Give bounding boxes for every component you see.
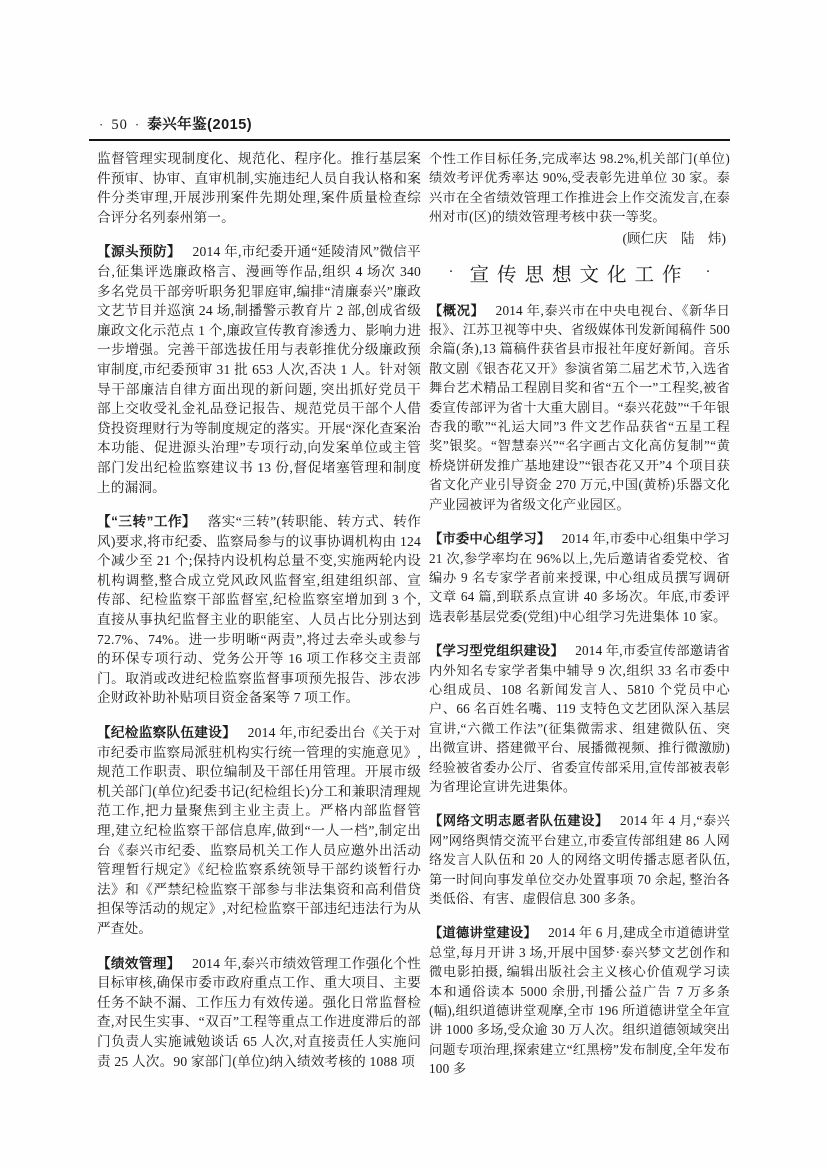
page-header	[99, 113, 252, 134]
section-title-text: 宣传思想文化工作	[469, 264, 690, 286]
section-title	[429, 257, 730, 289]
entry-text: 2014 年,泰兴市绩效管理工作强化个性目标审核,确保市委市政府重点工作、重大项目、主要任务不缺不漏、工作压力有效传递。强化日常监督检查,对民生实事、“双百”工程等重点工作进度滞后的部门负责人实施诫勉谈话 65 人次,对直接责任人实施问责 25 人次。90 家部门(单位)纳入绩效考核的 1088 项	[97, 955, 421, 1069]
entry-heading: 【市委中心组学习】	[429, 531, 551, 547]
right-column	[429, 149, 730, 1094]
entry-text: 2014 年 4 月,“泰兴网”网络舆情交流平台建立,市委宣传部组建 86 人网络发言人队伍和 20 人的网络文明传播志愿者队伍,第一时间向事发单位交办处置事项 70 余起, 整治各类低俗、有害、虚假信息 300 多条。	[429, 813, 730, 906]
entry-text: 2014 年,市纪委出台《关于对市纪委市监察局派驻机构实行统一管理的实施意见》,规范工作职责、职位编制及干部任用管理。开展市级机关部门(单位)纪委书记(纪检组长)分工和兼职清理规范工作,把力量聚焦到主业主责上。严格内部监督管理,建立纪检监察干部信息库,做到“一人一档”,制定出台《泰兴市纪委、监察局机关工作人员应邀外出活动管理暂行规定》《纪检监察系统领导干部约谈暂行办法》和《严禁纪检监察干部参与非法集资和高利借贷担保等活动的规定》,对纪检监察干部违纪违法行为从严查处。	[97, 725, 421, 936]
header-dot-left: ·	[99, 117, 105, 132]
entry-text: 落实“三转”(转职能、转方式、转作风)要求,将市纪委、监察局参与的议事协调机构由 124 个减少至 21 个;保持内设机构总量不变,实施两轮内设机构调整,整合成立党风政风监督室,组建组织部、宣传部、纪检监察干部监督室,纪检监察室增加到 3 个,直接从事执纪监督主业的职能室、人员占比分别达到 72.7%、74%。进一步明晰“两责”,将过去牵头或参与的环保专项行动、党务公开等 16 项工作移交主责部门。取消或改进纪检监察监督事项预先报告、涉农涉企财政补助补贴项目资金备案等 7 项工作。	[97, 514, 421, 706]
entry-paragraph-network-volunteers	[429, 811, 730, 908]
entry-paragraph-central-group-study	[429, 529, 730, 626]
title-dot-right: ·	[705, 264, 711, 281]
entry-text: 监督管理实现制度化、规范化、程序化。推行基层案件预审、协审、直审机制,实施违纪人员自我认格和案件分类审理,开展涉刑案件先期处理,案件质量检查综合评分名列泰州第一。	[97, 151, 421, 225]
book-title: 泰兴年鉴(2015)	[147, 117, 253, 133]
title-dot-left: ·	[448, 264, 454, 281]
paragraph-continuation	[429, 149, 730, 227]
entry-heading: 【“三转”工作】	[97, 514, 197, 530]
header-rule	[89, 139, 730, 141]
left-column	[97, 149, 421, 1094]
entry-paragraph-morality-lecture-hall	[429, 923, 730, 1078]
entry-heading: 【网络文明志愿者队伍建设】	[429, 813, 609, 829]
entry-heading: 【绩效管理】	[97, 955, 181, 971]
entry-text: 2014 年,市纪委开通“延陵清风”微信平台,征集评选廉政格言、漫画等作品,组织 4 场次 340 多名党员干部旁听职务犯罪庭审,编排“清廉泰兴”廉政文艺节目并巡演 24 场,制播警示教育片 2 部,创成省级廉政文化示范点 1 个,廉政宣传教育渗透力、影响力进一步增强。完善干部选拔任用与表彰推优分级廉政预审制度,市纪委预审 31 批 653 人次,否决 1 人。针对领导干部廉洁自律方面出现的新问题, 突出抓好党员干部上交收受礼金礼品登记报告、规范党员干部个人借贷投资理财行为等制度规定的落实。开展“深化查案治本功能、促进源头治理”专项行动,向发案单位或主管部门发出纪检监察建议书 13 份,督促堵塞管理和制度上的漏洞。	[97, 244, 421, 495]
page-number: 50	[111, 117, 128, 133]
entry-text: 个性工作目标任务,完成率达 98.2%,机关部门(单位)绩效考评优秀率达 90%,受表彰先进单位 30 家。泰兴市在全省绩效管理工作推进会上作交流发言,在泰州对市(区)的绩效管理考核中获一等奖。	[429, 151, 730, 225]
entry-heading: 【源头预防】	[97, 244, 181, 260]
entry-text: 2014 年,市委宣传部邀请省内外知名专家学者集中辅导 9 次,组织 33 名市委中心组成员、108 名新闻发言人、5810 个党员中心户、66 名百姓名嘴、119 支特色文艺团队深入基层宣讲,“六微工作法”(征集微需求、组建微队伍、突出微宣讲、搭建微平台、展播微视频、推行微激励)经验被省委办公厅、省委宣传部采用,宣传部被表彰为省理论宣讲先进集体。	[429, 643, 730, 794]
entry-heading: 【道德讲堂建设】	[429, 925, 537, 941]
entry-heading: 【概况】	[429, 302, 485, 318]
entry-paragraph-performance-management	[97, 954, 421, 1072]
content-columns	[97, 149, 730, 1094]
entry-paragraph-source-prevention	[97, 242, 421, 497]
entry-heading: 【学习型党组织建设】	[429, 643, 564, 659]
entry-paragraph-overview	[429, 301, 730, 514]
entry-text: 2014 年,市委中心组集中学习 21 次,参学率均在 96%以上,先后邀请省委党校、省编办 9 名专家学者前来授课, 中心组成员撰写调研文章 64 篇,到联系点宣讲 40 多场次。年底,市委评选表彰基层党委(党组)中心组学习先进集体 10 家。	[429, 531, 730, 624]
author-attribution: (顾仁庆 陆 炜)	[622, 230, 726, 246]
header-dot-right: ·	[134, 117, 141, 132]
entry-heading: 【纪检监察队伍建设】	[97, 725, 237, 741]
entry-text: 2014 年 6 月,建成全市道德讲堂总堂,每月开讲 3 场,开展中国梦·泰兴梦文艺创作和微电影拍摄, 编辑出版社会主义核心价值观学习读本和通俗读本 5000 余册,刊播公益广告 7 万多条(幅),组织道德讲堂观摩,全市 196 所道德讲堂全年宣讲 1000 多场,受众逾 30 万人次。组织道德领域突出问题专项治理,探索建立“红黑榜”发布制度,全年发布 100 多	[429, 925, 730, 1077]
paragraph-continuation	[97, 149, 421, 227]
entry-paragraph-discipline-team	[97, 723, 421, 939]
entry-text: 2014 年,泰兴市在中央电视台、《新华日报》、江苏卫视等中央、省级媒体刊发新闻稿件 500 余篇(条),13 篇稿件获省县市报社年度好新闻。音乐散文剧《银杏花又开》参演省第二届艺术节,入选省舞台艺术精品工程剧目奖和省“五个一”工程奖,被省委宣传部评为省十大重大剧目。“泰兴花鼓”“千年银杏我的歌”“礼运大同”3 件文艺作品获省“五星工程奖”银奖。“智慧泰兴”“名字画古文化高仿复制”“黄桥烧饼研发推广基地建设”“银杏花又开”4 个项目获省文化产业引导资金 270 万元,中国(黄桥)乐器文化产业园被评为省级文化产业园区。	[429, 302, 730, 512]
entry-paragraph-learning-party-org	[429, 641, 730, 796]
entry-paragraph-three-transforms	[97, 512, 421, 708]
